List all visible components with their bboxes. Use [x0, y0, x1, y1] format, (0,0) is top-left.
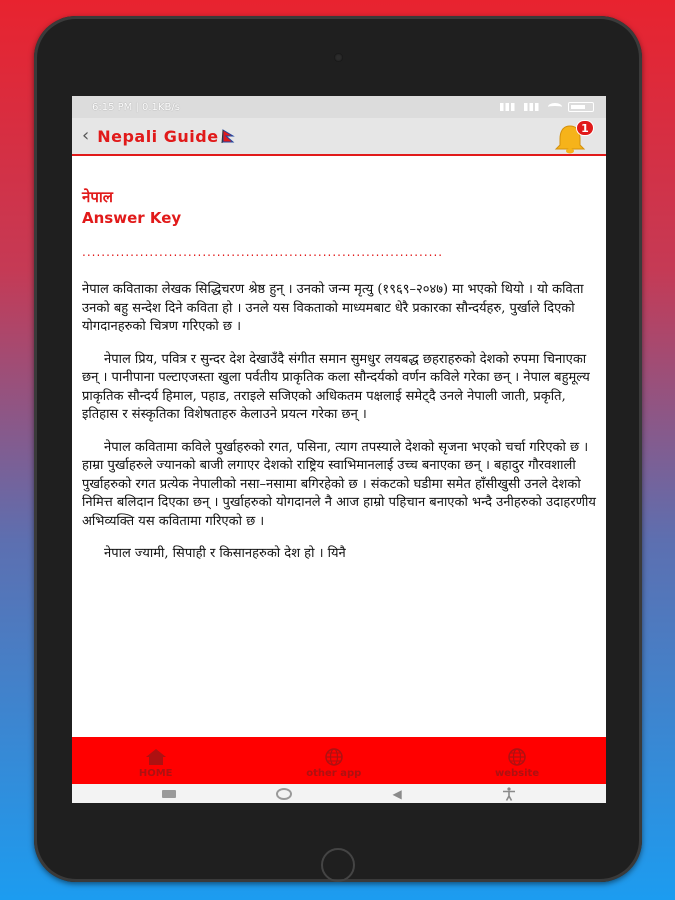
back-triangle-icon[interactable]: ◀: [392, 786, 402, 801]
status-icons: [500, 102, 594, 112]
paragraph: नेपाल प्रिय, पवित्र र सुन्दर देश देखाउँदै संगीत समान सुमधुर लयबद्ध छहराहरुको देशको रुपमा चिनाएका छन् । पानीपाना पल्टाएजस्ता खुला पर्वतीय प्राकृतिक कला सौन्दर्यको वर्णन कविले गरेका छन् । नेपाल बहुमूल्य प्राकृतिक सौन्दर्य हिमाल, पहाड, तराइले सजिएको अधिकतम पक्षलाई समेट्दै उनले नेपाली जाती, प्रकृति, इतिहास र संस्कृतिका विशेषताहरु केलाउने प्रयत्न गरेका छन् ।: [82, 351, 590, 422]
status-time: 6:15 PM | 0.1KB/s: [92, 101, 180, 113]
globe-icon: [505, 748, 529, 766]
nav-website-label: website: [494, 768, 540, 779]
nepal-flag-icon: [221, 129, 235, 143]
bottom-navigation: [72, 737, 606, 784]
battery-icon: [568, 102, 594, 112]
heading-subtitle: Answer Key: [82, 209, 182, 227]
status-bar: [72, 96, 606, 118]
nav-other-app[interactable]: [306, 748, 361, 779]
accessibility-icon[interactable]: [502, 787, 516, 801]
app-bar: [72, 118, 606, 156]
globe-icon: [322, 748, 346, 766]
front-camera: [334, 53, 343, 62]
nav-website[interactable]: [495, 748, 539, 779]
app-title: Nepali Guide: [97, 126, 219, 146]
nav-other-app-label: other app: [306, 768, 362, 779]
paragraph: नेपाल कविताका लेखक सिद्धिचरण श्रेष्ठ हुन् । उनको जन्म मृत्यु (१९६९–२०४७) मा भएको थियो । यो कविता उनको बहु सन्देश दिने कविता हो । उनले यस विकताको माध्यमबाट धेरै प्रकारका सौन्दर्यहरु, पुर्खाले दिएको योगदानहरुको चित्रण गरिएको छ ।: [82, 282, 584, 334]
system-navigation-bar: [72, 784, 606, 803]
article-content: [72, 187, 606, 564]
signal-icon: [500, 103, 518, 111]
wifi-icon: [548, 103, 562, 111]
heading-title: नेपाल: [82, 188, 113, 206]
dotted-separator: ...........................................................................: [82, 245, 444, 259]
home-icon: [144, 748, 168, 766]
tablet-home-button[interactable]: [321, 848, 355, 882]
home-circle-icon[interactable]: [276, 788, 292, 800]
notification-button[interactable]: [550, 120, 594, 154]
paragraph: नेपाल कवितामा कविले पुर्खाहरुको रगत, पसिना, त्याग तपस्याले देशको सृजना भएको चर्चा गरिएको छ । हाम्रा पुर्खाहरुले ज्यानको बाजी लगाएर देशको राष्ट्रिय स्वाभिमानलाई उच्च बनाएका छन् । बहादुर गौरवशाली पुर्खाहरुको रगत प्रत्येक नेपालीको नसा–नसामा बगिरहेको छ । संकटको घडीमा समेत हाँसीखुसी उनले देशको निमित्त बलिदान दिएका छन् । पुर्खाहरुको योगदानले नै आज हाम्रो पहिचान बनाएको भन्दै उनीहरुको उदाहरणीय अभिव्यक्ति यस कवितामा गरिएको छ ।: [82, 439, 596, 529]
nav-home-label: HOME: [138, 768, 173, 779]
app-screen: [72, 96, 606, 803]
tablet-frame: [34, 16, 642, 882]
paragraph: नेपाल ज्यामी, सिपाही र किसानहरुको देश हो । यिनै: [104, 546, 346, 561]
signal-icon-2: [524, 103, 542, 111]
recents-icon[interactable]: [162, 790, 176, 798]
nav-home[interactable]: [139, 748, 173, 779]
back-arrow-icon[interactable]: ‹: [82, 125, 90, 146]
notification-badge: 1: [576, 120, 594, 136]
article-heading: [82, 187, 596, 229]
